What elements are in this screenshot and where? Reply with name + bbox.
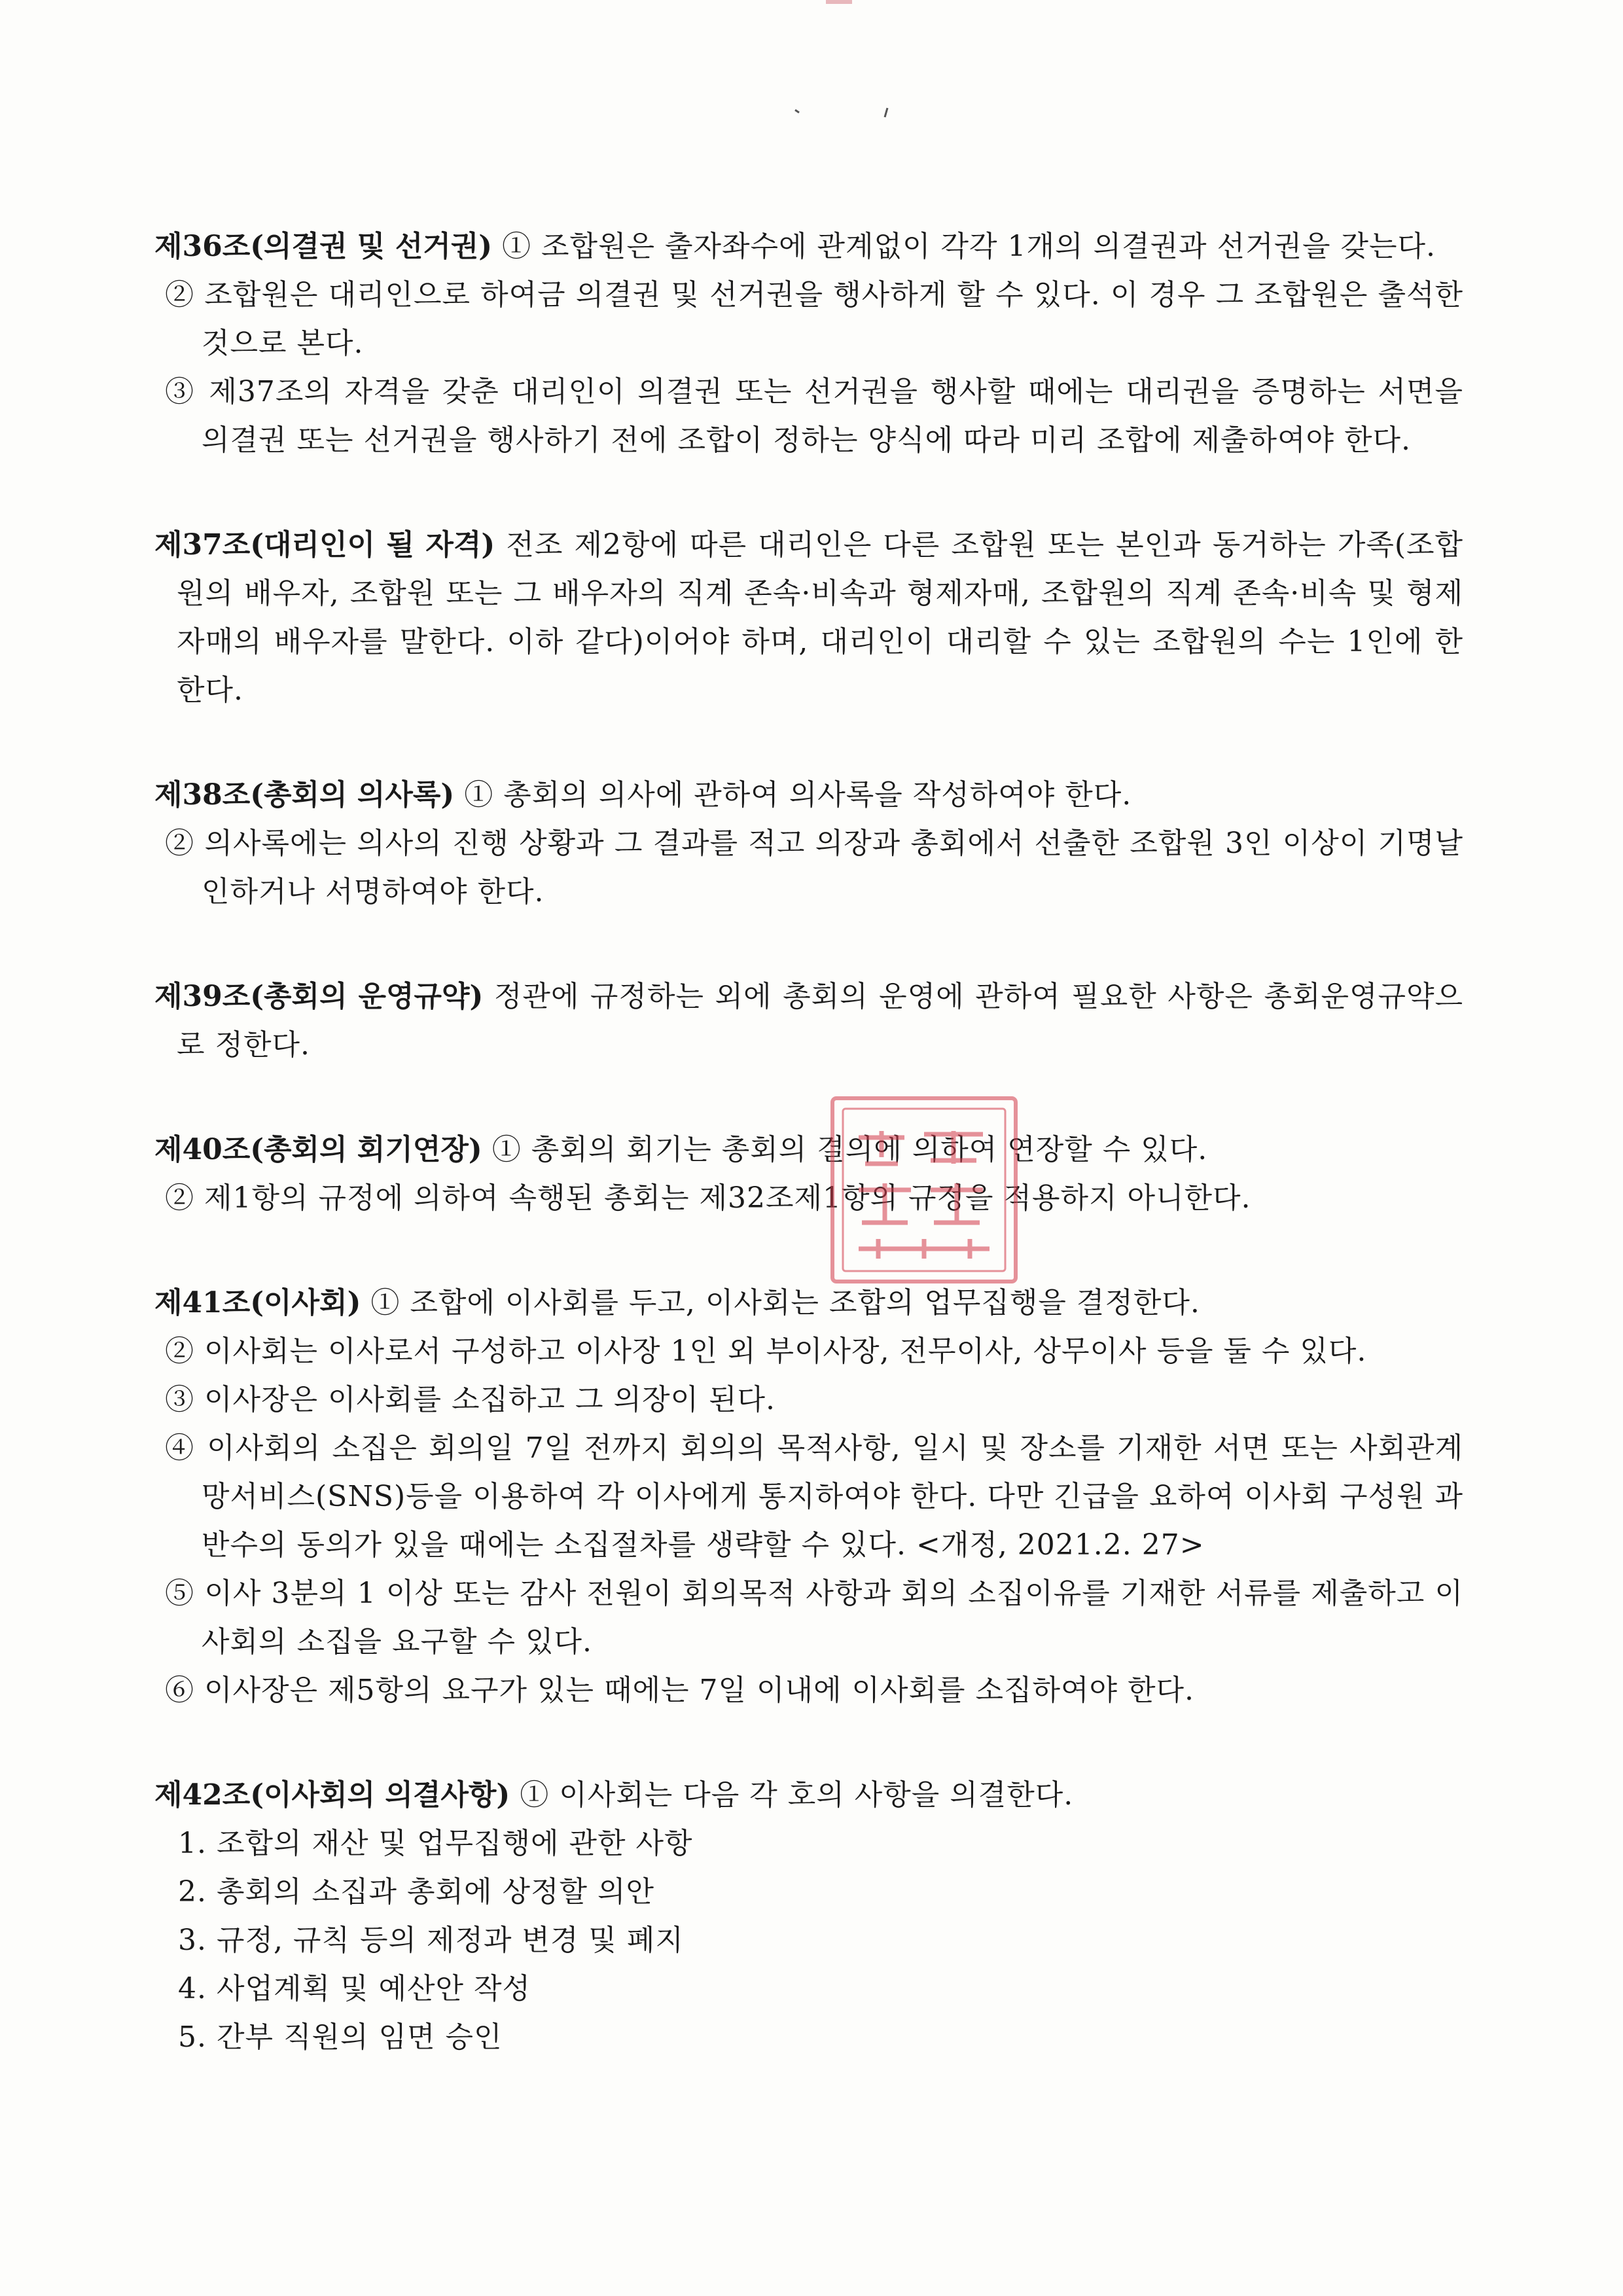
article-39-heading: 제39조(총회의 운영규약) — [154, 980, 484, 1013]
article-36-para-3: ③ 제37조의 자격을 갖춘 대리인이 의결권 또는 선거권을 행사할 때에는 대리권을 증명하는 서면을 의결권 또는 선거권을 행사하기 전에 조합이 정하는 양식에 따라 미리 조합에 제출하여야 한다. — [165, 375, 1463, 457]
article-37 — [154, 521, 1463, 715]
article-42-item-4: 4. 사업계획 및 예산안 작성 — [178, 1972, 531, 2005]
article-38-heading: 제38조(총회의 의사록) — [154, 778, 455, 812]
article-40-para-1 — [154, 1126, 1463, 1174]
article-41-para-6: ⑥ 이사장은 제5항의 요구가 있는 때에는 7일 이내에 이사회를 소집하여야 한다. — [165, 1674, 1194, 1707]
article-41-para-3: ③ 이사장은 이사회를 소집하고 그 의장이 된다. — [165, 1383, 776, 1416]
article-39-para-1 — [154, 973, 1463, 1069]
article-40-text-1: ① 총회의 회기는 총회의 결의에 의하여 연장할 수 있다. — [491, 1133, 1208, 1166]
article-42-item-5: 5. 간부 직원의 임면 승인 — [178, 2020, 503, 2054]
article-36-para-1 — [154, 223, 1463, 271]
document-page — [154, 223, 1463, 2118]
article-40-heading: 제40조(총회의 회기연장) — [154, 1133, 482, 1166]
article-42-item-3: 3. 규정, 규칙 등의 제정과 변경 및 폐지 — [178, 1924, 684, 1957]
article-36-para-2: ② 조합원은 대리인으로 하여금 의결권 및 선거권을 행사하게 할 수 있다. 이 경우 그 조합원은 출석한 것으로 본다. — [165, 278, 1463, 360]
article-37-para-1 — [154, 521, 1463, 715]
article-41 — [154, 1279, 1463, 1715]
article-36 — [154, 223, 1463, 465]
article-42-text-1: ① 이사회는 다음 각 호의 사항을 의결한다. — [520, 1778, 1074, 1812]
article-41-para-4: ④ 이사회의 소집은 회의일 7일 전까지 회의의 목적사항, 일시 및 장소를 기재한 서면 또는 사회관계망서비스(SNS)등을 이용하여 각 이사에게 통지하여야 한다. 다만 긴급을 요하여 이사회 구성원 과반수의 동의가 있을 때에는 소집절차를 생략할 수 있다. <개정, 2021.2. 27> — [165, 1431, 1463, 1562]
seal-mark-top — [859, 1131, 983, 1164]
article-42-heading: 제42조(이사회의 의결사항) — [154, 1778, 510, 1812]
article-40-para-2: ② 제1항의 규정에 의하여 속행된 총회는 제32조제1항의 규정을 적용하지 아니한다. — [165, 1181, 1251, 1215]
article-39 — [154, 973, 1463, 1069]
article-42-para-1 — [154, 1771, 1463, 1820]
article-41-para-2: ② 이사회는 이사로서 구성하고 이사장 1인 외 부이사장, 전무이사, 상무이사 등을 둘 수 있다. — [165, 1335, 1367, 1368]
article-37-heading: 제37조(대리인이 될 자격) — [154, 528, 495, 562]
seal-stamp — [826, 1092, 1022, 1288]
article-39-text-1: 정관에 규정하는 외에 총회의 운영에 관하여 필요한 사항은 총회운영규약으로 정한다. — [177, 980, 1463, 1062]
article-42-item-1: 1. 조합의 재산 및 업무집행에 관한 사항 — [178, 1827, 693, 1860]
article-38-para-2: ② 의사록에는 의사의 진행 상황과 그 결과를 적고 의장과 총회에서 선출한 조합원 3인 이상이 기명날인하거나 서명하여야 한다. — [165, 827, 1463, 908]
article-42 — [154, 1771, 1463, 2062]
article-36-heading: 제36조(의결권 및 선거권) — [154, 230, 493, 263]
article-40 — [154, 1126, 1463, 1223]
article-38 — [154, 771, 1463, 916]
article-41-para-1 — [154, 1279, 1463, 1327]
article-41-heading: 제41조(이사회) — [154, 1286, 361, 1319]
article-37-text-1: 전조 제2항에 따른 대리인은 다른 조합원 또는 본인과 동거하는 가족(조합원의 배우자, 조합원 또는 그 배우자의 직계 존속·비속과 형제자매, 조합원의 직계 존속·비속 및 형제자매의 배우자를 말한다. 이하 같다)이어야 하며, 대리인이 대리할 수 있는 조합원의 수는 1인에 한한다. — [177, 528, 1463, 707]
article-38-para-1 — [154, 771, 1463, 819]
seal-mark-middle — [859, 1183, 983, 1223]
seal-mark-bottom — [859, 1239, 990, 1259]
article-36-text-1: ① 조합원은 출자좌수에 관계없이 각각 1개의 의결권과 선거권을 갖는다. — [502, 230, 1436, 263]
article-42-item-2: 2. 총회의 소집과 총회에 상정할 의안 — [178, 1875, 654, 1909]
article-38-text-1: ① 총회의 의사에 관하여 의사록을 작성하여야 한다. — [464, 778, 1132, 812]
article-41-text-1: ① 조합에 이사회를 두고, 이사회는 조합의 업무집행을 결정한다. — [370, 1286, 1200, 1319]
article-41-para-5: ⑤ 이사 3분의 1 이상 또는 감사 전원이 회의목적 사항과 회의 소집이유를 기재한 서류를 제출하고 이사회의 소집을 요구할 수 있다. — [165, 1577, 1463, 1659]
